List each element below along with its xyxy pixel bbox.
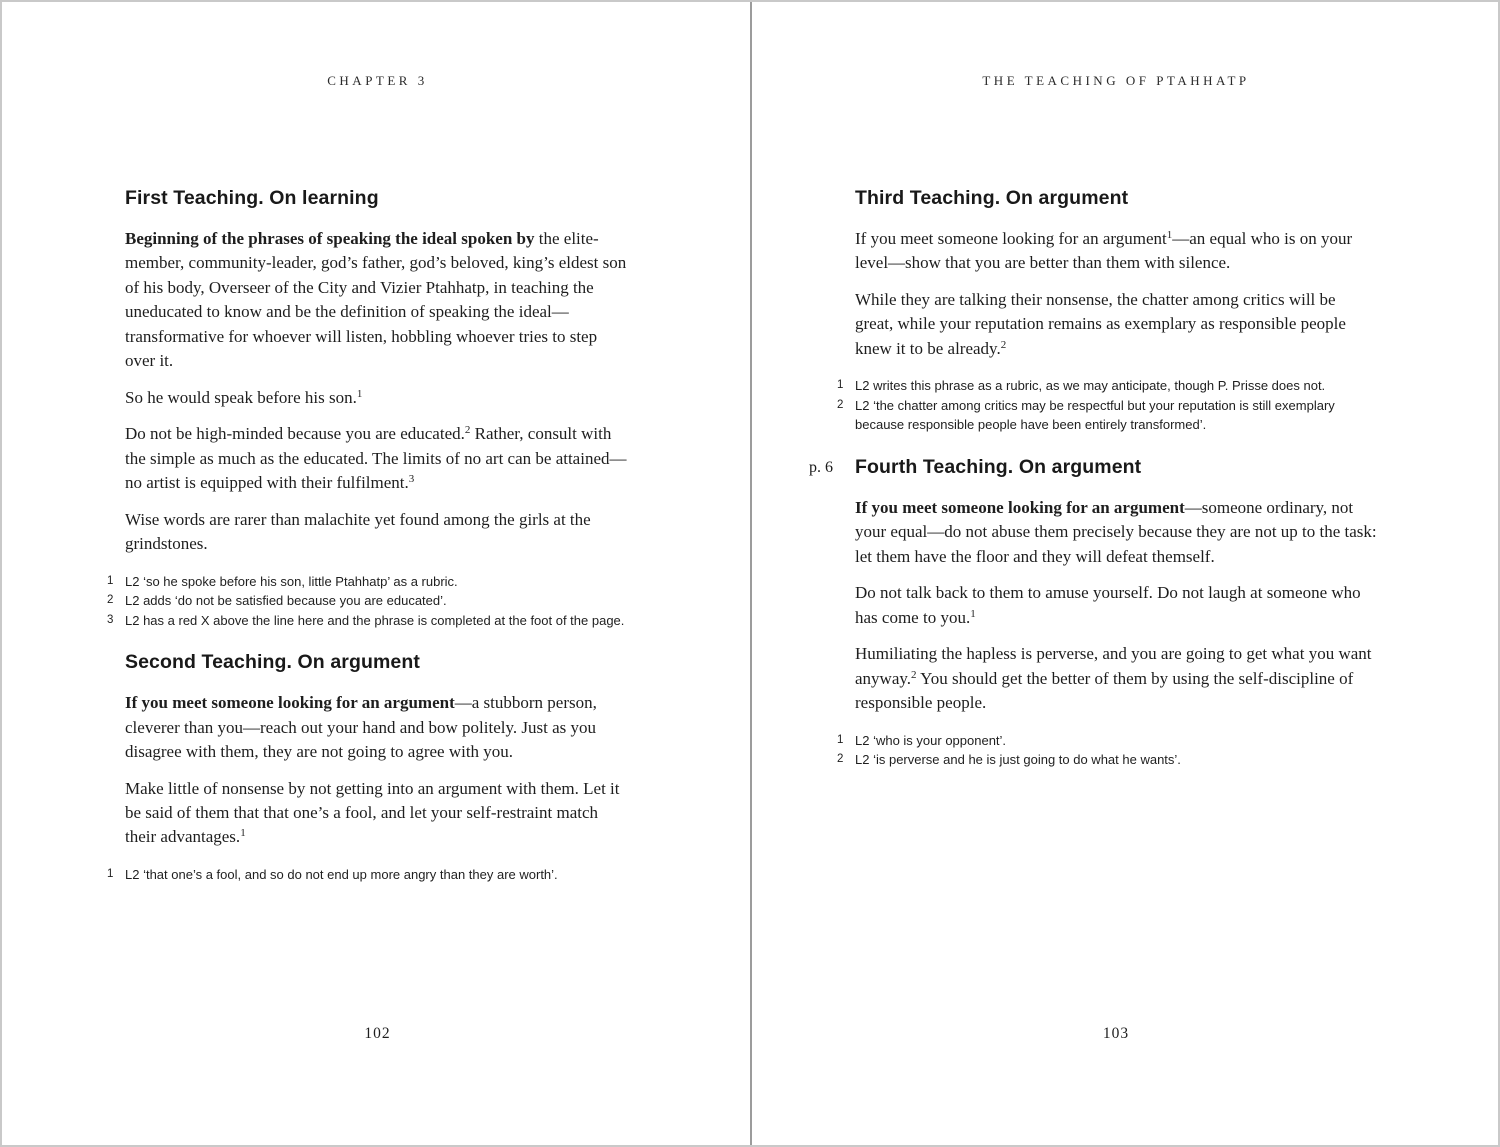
footnote [107, 865, 630, 885]
body-paragraph [855, 288, 1377, 361]
footnote-ref: 2 [1000, 338, 1007, 351]
text-run: You should get the better of them by using the self-discipline of responsible people. [855, 668, 1354, 713]
footnote-number: 1 [837, 733, 844, 746]
text-run: If you meet someone looking for an argument [855, 229, 1167, 248]
footnote [837, 376, 1377, 396]
footnote-ref: 2 [911, 668, 917, 681]
body-paragraph [125, 422, 630, 495]
footnote-text: L2 ‘who is your opponent’. [855, 732, 1007, 748]
section-heading-text: Fourth Teaching. On argument [855, 455, 1142, 478]
footnote-text: L2 ‘the chatter among critics may be respectful but your reputation is still exemplary because responsible people have been entirely transformed’. [855, 397, 1335, 433]
section-heading [809, 455, 1377, 479]
text-run: So he would speak before his son. [125, 387, 357, 407]
text-run-bold: If you meet someone looking for an argument [855, 497, 1185, 517]
body-paragraph [125, 691, 630, 764]
text-run-bold: If you meet someone looking for an argument [125, 693, 455, 713]
text-run: Do not be high-minded because you are educated. [125, 424, 465, 444]
page-number-left: 102 [364, 1025, 391, 1042]
running-head-left: CHAPTER 3 [327, 73, 428, 88]
footnote [837, 731, 1377, 751]
footnote-text: L2 has a red X above the line here and the phrase is completed at the foot of the page. [125, 612, 625, 628]
page-right-content [809, 187, 1377, 791]
text-run: —someone ordinary, not your equal—do not abuse them precisely because they are not up to the task: let them have the floor and they will defeat themself. [855, 497, 1377, 566]
footnotes-list [107, 572, 630, 631]
footnote-number: 2 [837, 753, 844, 766]
footnote-text: L2 ‘so he spoke before his son, little Ptahhatp’ as a rubric. [125, 573, 458, 589]
footnotes-list [107, 865, 630, 885]
text-run: Humiliating the hapless is perverse, and you are going to get what you want anyway. [855, 644, 1372, 688]
body-paragraph [125, 227, 630, 374]
footnotes-list [837, 731, 1377, 770]
page-left [2, 2, 750, 1145]
section-first-teaching [107, 187, 630, 630]
section-heading: Second Teaching. On argument [125, 651, 420, 674]
page-number-right: 103 [1102, 1025, 1130, 1042]
footnote-ref: 1 [356, 387, 363, 400]
footnote-ref: 2 [464, 424, 471, 437]
footnote-number: 2 [837, 398, 844, 411]
text-run: Rather, consult with the simple as much as the educated. The limits of no art can be attained—no artist is equipped with their fulfilment. [125, 424, 627, 493]
footnote [107, 572, 630, 592]
text-run: Wise words are rarer than malachite yet found among the girls at the grindstones. [125, 509, 591, 554]
footnote-number: 1 [107, 867, 114, 880]
text-run-bold: Beginning of the phrases of speaking the ideal spoken by [125, 229, 539, 248]
body-paragraph [855, 642, 1377, 715]
footnote-ref: 1 [240, 827, 246, 840]
section-heading: First Teaching. On learning [125, 187, 379, 209]
body-paragraph [855, 227, 1377, 276]
footnote-ref: 3 [408, 473, 415, 486]
footnote-ref: 1 [970, 607, 976, 620]
text-run: Do not talk back to them to amuse yourself. Do not laugh at someone who has come to you. [855, 583, 1361, 627]
footnote-number: 3 [107, 613, 114, 626]
text-run: —an equal who is on your level—show that you are better than them with silence. [855, 229, 1353, 273]
page-left-content [107, 187, 630, 905]
body-paragraph [855, 581, 1377, 630]
section-heading: Third Teaching. On argument [855, 187, 1129, 209]
footnote [837, 750, 1377, 770]
footnote [107, 611, 630, 631]
footnote-text: L2 ‘is perverse and he is just going to do what he wants’. [855, 752, 1181, 768]
footnote-number: 1 [837, 379, 844, 392]
section-fourth-teaching [809, 455, 1377, 770]
footnote-number: 2 [107, 594, 114, 607]
body-paragraph [855, 496, 1377, 569]
footnote-number: 1 [107, 574, 114, 587]
body-paragraph [125, 508, 630, 557]
text-run: While they are talking their nonsense, the chatter among critics will be great, while your reputation remains as exemplary as responsible people knew it to be already. [855, 289, 1346, 358]
footnote [837, 396, 1377, 435]
text-run: the elite-member, community-leader, god’s father, god’s beloved, king’s eldest son of his body, Overseer of the City and Vizier Ptahhatp, in teaching the uneducated to know and be the definition of speaking the ideal—transformative for whoever will listen, hobbling whoever tries to step over it. [125, 229, 627, 371]
margin-page-ref: p. 6 [809, 458, 833, 476]
running-head-right: THE TEACHING OF PTAHHATP [982, 73, 1250, 88]
text-run: —a stubborn person, cleverer than you—reach out your hand and bow politely. Just as you disagree with them, they are not going to agree with you. [125, 693, 597, 762]
footnotes-list [837, 376, 1377, 435]
page-right [752, 2, 1500, 1145]
section-third-teaching [837, 187, 1377, 435]
text-run: Make little of nonsense by not getting into an argument with them. Let it be said of them that that one’s a fool, and let your self-restraint match their advantages. [125, 778, 620, 847]
footnote-text: L2 adds ‘do not be satisfied because you are educated’. [125, 593, 447, 609]
body-paragraph [125, 386, 630, 410]
footnote [107, 591, 630, 611]
footnote-text: L2 ‘that one’s a fool, and so do not end up more angry than they are worth’. [125, 866, 558, 882]
body-paragraph [125, 777, 630, 850]
section-second-teaching [107, 651, 630, 884]
footnote-ref: 1 [1166, 229, 1173, 241]
footnote-text: L2 writes this phrase as a rubric, as we may anticipate, though P. Prisse does not. [855, 378, 1326, 394]
